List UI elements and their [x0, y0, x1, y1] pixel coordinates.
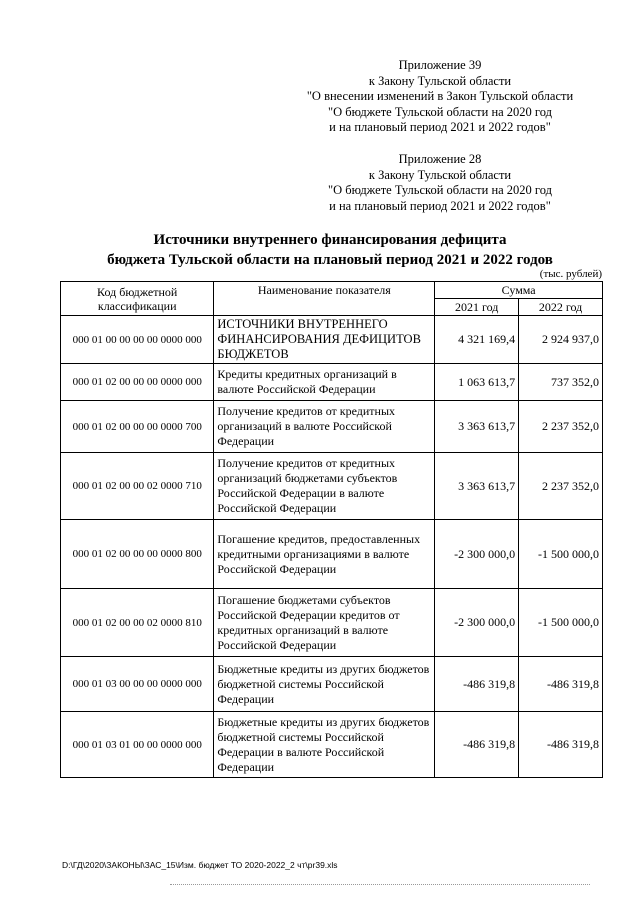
row-name: ИСТОЧНИКИ ВНУТРЕННЕГО ФИНАНСИРОВАНИЯ ДЕФИЦИТОВ БЮДЖЕТОВ	[214, 316, 435, 364]
table-row	[61, 589, 603, 657]
row-name: Бюджетные кредиты из других бюджетов бюджетной системы Российской Федерации в валюте Российской Федерации	[214, 712, 435, 778]
row-code: 000 01 02 00 00 00 0000 800	[61, 520, 214, 589]
table-row	[61, 657, 603, 712]
appendix-law-ref: к Закону Тульской области	[368, 167, 512, 182]
row-value-2021: -2 300 000,0	[435, 520, 519, 589]
row-value-2021: 4 321 169,4	[435, 316, 519, 364]
row-value-2021: -486 319,8	[435, 712, 519, 778]
table-row	[61, 401, 603, 453]
appendix-number: Приложение 39	[398, 58, 482, 72]
table-row	[61, 316, 603, 364]
table-row	[61, 453, 603, 520]
row-code: 000 01 02 00 00 00 0000 700	[61, 401, 214, 453]
header-year-2022: 2022 год	[519, 299, 603, 316]
row-value-2022: -1 500 000,0	[519, 589, 603, 657]
appendix-28-header	[290, 152, 590, 214]
row-name: Получение кредитов от кредитных организаций в валюте Российской Федерации	[214, 401, 435, 453]
row-name: Погашение бюджетами субъектов Российской Федерации кредитов от кредитных организаций в валюте Российской Федерации	[214, 589, 435, 657]
appendix-39-header	[290, 58, 590, 136]
appendix-law-title-2: "О бюджете Тульской области на 2020 год	[328, 104, 552, 119]
row-value-2022: 2 237 352,0	[519, 401, 603, 453]
row-code: 000 01 02 00 00 02 0000 710	[61, 453, 214, 520]
appendix-number: Приложение 28	[398, 152, 482, 166]
document-title	[40, 230, 620, 270]
file-path-footer: D:\ГД\2020\ЗАКОНЫ\ЗАС_15\Изм. бюджет ТО 2020-2022_2 чт\pr39.xls	[62, 860, 338, 870]
row-code: 000 01 00 00 00 00 0000 000	[61, 316, 214, 364]
row-value-2022: 737 352,0	[519, 364, 603, 401]
row-value-2021: 1 063 613,7	[435, 364, 519, 401]
row-name: Кредиты кредитных организаций в валюте Российской Федерации	[214, 364, 435, 401]
row-value-2021: -486 319,8	[435, 657, 519, 712]
row-value-2021: -2 300 000,0	[435, 589, 519, 657]
table-row	[61, 520, 603, 589]
units-label: (тыс. рублей)	[539, 268, 602, 280]
row-value-2021: 3 363 613,7	[435, 453, 519, 520]
table-header-row	[61, 282, 603, 299]
row-name: Бюджетные кредиты из других бюджетов бюджетной системы Российской Федерации	[214, 657, 435, 712]
table-row	[61, 712, 603, 778]
row-code: 000 01 02 00 00 00 0000 000	[61, 364, 214, 401]
appendix-law-title-2: и на плановый период 2021 и 2022 годов"	[329, 198, 551, 213]
header-sum: Сумма	[435, 282, 603, 299]
header-name: Наименование показателя	[214, 282, 435, 316]
header-year-2021: 2021 год	[435, 299, 519, 316]
row-value-2022: 2 924 937,0	[519, 316, 603, 364]
title-line-1: Источники внутреннего финансирования дефицита	[153, 232, 507, 248]
financing-sources-table	[60, 281, 603, 778]
row-code: 000 01 02 00 00 02 0000 810	[61, 589, 214, 657]
row-value-2022: 2 237 352,0	[519, 453, 603, 520]
appendix-law-title-3: и на плановый период 2021 и 2022 годов"	[329, 120, 551, 134]
row-value-2021: 3 363 613,7	[435, 401, 519, 453]
appendix-law-title-1: "О внесении изменений в Закон Тульской области	[306, 89, 574, 103]
row-code: 000 01 03 00 00 00 0000 000	[61, 657, 214, 712]
row-value-2022: -1 500 000,0	[519, 520, 603, 589]
row-value-2022: -486 319,8	[519, 657, 603, 712]
footer-dotted-divider	[170, 884, 590, 885]
table-row	[61, 364, 603, 401]
row-name: Получение кредитов от кредитных организаций бюджетами субъектов Российской Федерации в валюте Российской Федерации	[214, 453, 435, 520]
row-value-2022: -486 319,8	[519, 712, 603, 778]
title-line-2: бюджета Тульской области на плановый период 2021 и 2022 годов	[107, 252, 553, 268]
appendix-law-ref: к Закону Тульской области	[368, 73, 512, 88]
row-code: 000 01 03 01 00 00 0000 000	[61, 712, 214, 778]
row-name: Погашение кредитов, предоставленных кредитными организациями в валюте Российской Федерации	[214, 520, 435, 589]
appendix-law-title-1: "О бюджете Тульской области на 2020 год	[328, 183, 552, 197]
header-code: Код бюджетной классификации	[61, 282, 214, 316]
